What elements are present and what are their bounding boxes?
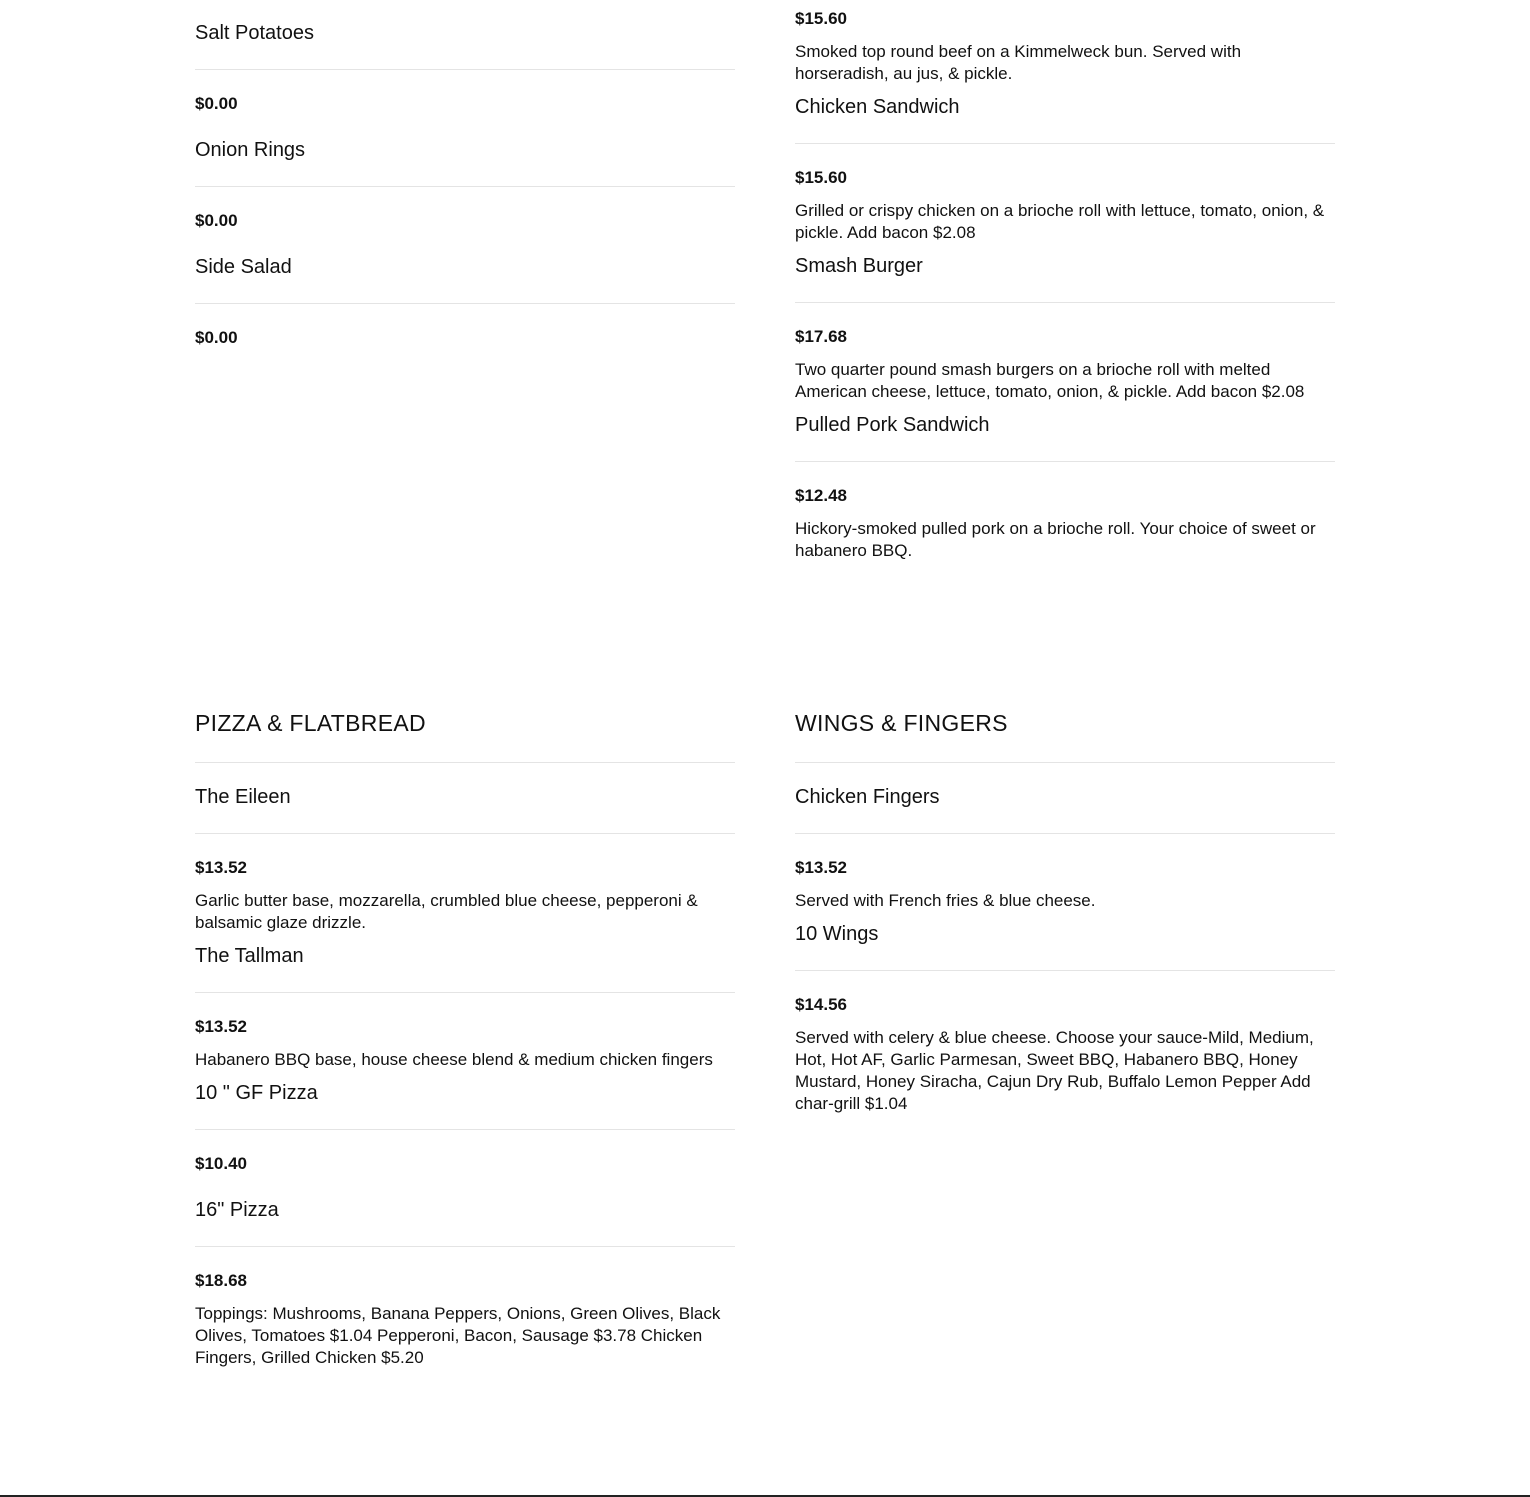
menu-item-description: Garlic butter base, mozzarella, crumbled blue cheese, pepperoni & balsamic glaze drizzle. [195,891,698,932]
section-title: PIZZA & FLATBREAD [195,703,735,763]
menu-item-description: Hickory-smoked pulled pork on a brioche roll. Your choice of sweet or habanero BBQ. [795,519,1316,560]
menu-item-name: 16" Pizza [195,1196,735,1247]
menu-item-description: Served with celery & blue cheese. Choose your sauce-Mild, Medium, Hot, Hot AF, Garlic Parmesan, Sweet BBQ, Habanero BBQ, Honey Mustard, Honey Siracha, Cajun Dry Rub, Buffalo Lemon Pepper Add char-grill $1.04 [795,1028,1314,1113]
menu-item-price: $12.48 [795,486,847,505]
menu-item-name: Side Salad [195,253,735,304]
section-title: WINGS & FINGERS [795,703,1335,763]
menu-item-name: The Eileen [195,763,735,834]
menu-item-description: Two quarter pound smash burgers on a brioche roll with melted American cheese, lettuce, tomato, onion, & pickle. Add bacon $2.08 [795,360,1305,401]
menu-item-name: 10 Wings [795,920,1335,971]
menu-item-name: The Tallman [195,942,735,993]
menu-item-price: $18.68 [195,1271,247,1290]
menu-item-price: $0.00 [195,94,238,113]
menu-item-price: $15.60 [795,9,847,28]
sandwiches-column [795,0,1335,570]
menu-item-description: Grilled or crispy chicken on a brioche roll with lettuce, tomato, onion, & pickle. Add bacon $2.08 [795,201,1325,242]
pizza-section [195,703,735,1377]
menu-item-name: Chicken Fingers [795,763,1335,834]
menu-item-price: $13.52 [195,858,247,877]
sides-column [195,0,735,370]
menu-item-price: $17.68 [795,327,847,346]
menu-item-price: $13.52 [195,1017,247,1036]
menu-item-price: $15.60 [795,168,847,187]
menu-item-name: Salt Potatoes [195,0,735,70]
menu-item-price: $0.00 [195,211,238,230]
menu-item-description: Smoked top round beef on a Kimmelweck bun. Served with horseradish, au jus, & pickle. [795,42,1242,83]
menu-item-price: $0.00 [195,328,238,347]
menu-item-description: Toppings: Mushrooms, Banana Peppers, Onions, Green Olives, Black Olives, Tomatoes $1.04 Pepperoni, Bacon, Sausage $3.78 Chicken Fingers, Grilled Chicken $5.20 [195,1304,721,1367]
menu-item-description: Habanero BBQ base, house cheese blend & medium chicken fingers [195,1050,713,1069]
menu-item-name: Chicken Sandwich [795,93,1335,144]
menu-item-price: $13.52 [795,858,847,877]
menu-item-name: Smash Burger [795,252,1335,303]
wings-section [795,703,1335,1123]
menu-item-price: $10.40 [195,1154,247,1173]
menu-item-name: Onion Rings [195,136,735,187]
menu-item-name: 10 " GF Pizza [195,1079,735,1130]
menu-item-price: $14.56 [795,995,847,1014]
menu-item-description: Served with French fries & blue cheese. [795,891,1096,910]
menu-item-name: Pulled Pork Sandwich [795,411,1335,462]
